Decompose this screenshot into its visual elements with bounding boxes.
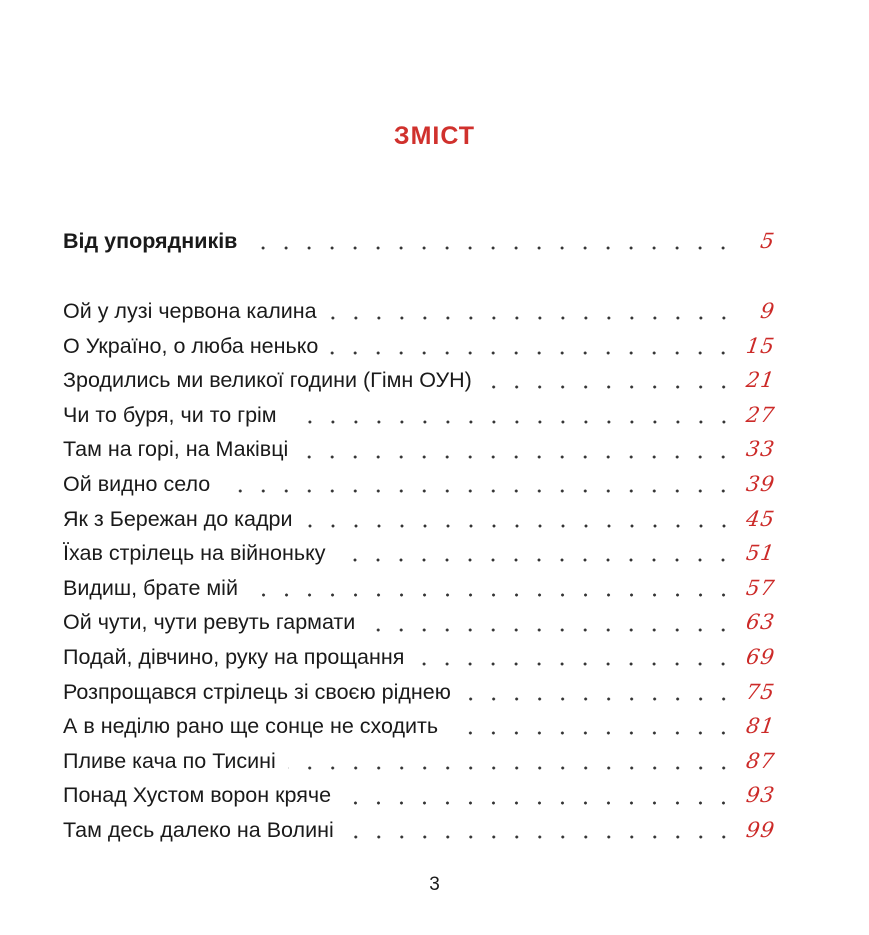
- toc-entry-label: Пливе кача по Тисині: [63, 748, 276, 773]
- toc-entry-page: 63: [744, 610, 777, 635]
- toc-entry-page: 39: [744, 471, 777, 496]
- toc-entry[interactable]: [63, 502, 775, 537]
- toc-entry-page: 45: [744, 506, 777, 531]
- toc-entry[interactable]: [63, 467, 775, 502]
- dot-leader: [343, 801, 735, 805]
- dot-leader: [463, 697, 735, 701]
- toc-entry[interactable]: [63, 363, 775, 398]
- toc-entry-label: Ой у лузі червона калина: [63, 299, 317, 323]
- dot-leader: [289, 420, 735, 424]
- toc-entry[interactable]: [63, 536, 775, 571]
- dot-leader: [346, 835, 735, 839]
- toc-entry[interactable]: [63, 813, 775, 848]
- toc-list: [63, 294, 775, 848]
- toc-entry[interactable]: [63, 640, 775, 675]
- toc-entry-label: Ой чути, чути ревуть гармати: [63, 610, 356, 635]
- toc-entry-label: Чи то буря, чи то грім: [63, 402, 277, 427]
- toc-entry[interactable]: [63, 744, 775, 779]
- toc-entry-label: А в неділю рано ще сонце не сходить: [63, 714, 439, 739]
- toc-entry[interactable]: [63, 571, 775, 606]
- toc-entry-page: 75: [744, 679, 777, 704]
- toc-entry[interactable]: [63, 432, 775, 467]
- toc-entry-page: 93: [744, 783, 777, 808]
- dot-leader: [249, 246, 735, 250]
- toc-entry-label: Від упорядників: [63, 229, 238, 253]
- toc-entry-page: 15: [744, 333, 777, 358]
- toc-entry[interactable]: [63, 294, 775, 329]
- toc-entry-label: Зродились ми великої години (Гімн ОУН): [63, 368, 472, 393]
- toc-entry-page: 81: [744, 714, 777, 739]
- dot-leader: [288, 766, 735, 770]
- dot-leader: [250, 593, 735, 597]
- toc-entry[interactable]: [63, 675, 775, 710]
- dot-leader: [450, 731, 735, 735]
- toc-entry[interactable]: [63, 605, 775, 640]
- dot-leader: [300, 455, 735, 459]
- toc-entry-label: Видиш, брате мій: [63, 575, 238, 600]
- dot-leader: [484, 385, 735, 389]
- page-number: 3: [429, 874, 440, 895]
- dot-leader: [416, 662, 735, 666]
- toc-entry-label: Понад Хустом ворон кряче: [63, 783, 332, 808]
- page-title: ЗМІСТ: [393, 122, 476, 150]
- toc-entry-intro[interactable]: [63, 224, 775, 259]
- toc-entry-page: 69: [744, 644, 777, 669]
- toc-entry-page: 87: [744, 748, 777, 773]
- dot-leader: [337, 558, 735, 562]
- toc-entry-label: О Україно, о люба ненько: [63, 333, 319, 358]
- toc-intro: [63, 224, 775, 259]
- toc-entry-page: 99: [744, 817, 777, 842]
- toc-entry-page: 9: [758, 299, 777, 323]
- dot-leader: [305, 524, 736, 528]
- dot-leader: [367, 628, 735, 632]
- toc-entry[interactable]: [63, 329, 775, 364]
- dot-leader: [329, 316, 735, 320]
- toc-entry-label: Там на горі, на Маківці: [63, 437, 289, 462]
- toc-entry-label: Там десь далеко на Волині: [63, 817, 334, 842]
- toc-entry-page: 5: [758, 229, 777, 253]
- toc-entry-page: 57: [744, 575, 777, 600]
- toc-entry-page: 21: [744, 368, 777, 393]
- toc-entry-label: Їхав стрілець на війноньку: [63, 541, 326, 566]
- dot-leader: [330, 351, 735, 355]
- toc-entry[interactable]: [63, 709, 775, 744]
- toc-entry-page: 51: [744, 541, 777, 566]
- toc-entry-label: Розпрощався стрілець зі своєю ріднею: [63, 679, 451, 704]
- dot-leader: [222, 489, 735, 493]
- toc-entry[interactable]: [63, 398, 775, 433]
- toc-entry-page: 33: [744, 437, 777, 462]
- toc-entry-label: Як з Бережан до кадри: [63, 506, 293, 531]
- toc-entry[interactable]: [63, 778, 775, 813]
- toc-entry-label: Подай, дівчино, руку на прощання: [63, 644, 405, 669]
- toc-entry-page: 27: [744, 402, 777, 427]
- toc-entry-label: Ой видно село: [63, 471, 211, 496]
